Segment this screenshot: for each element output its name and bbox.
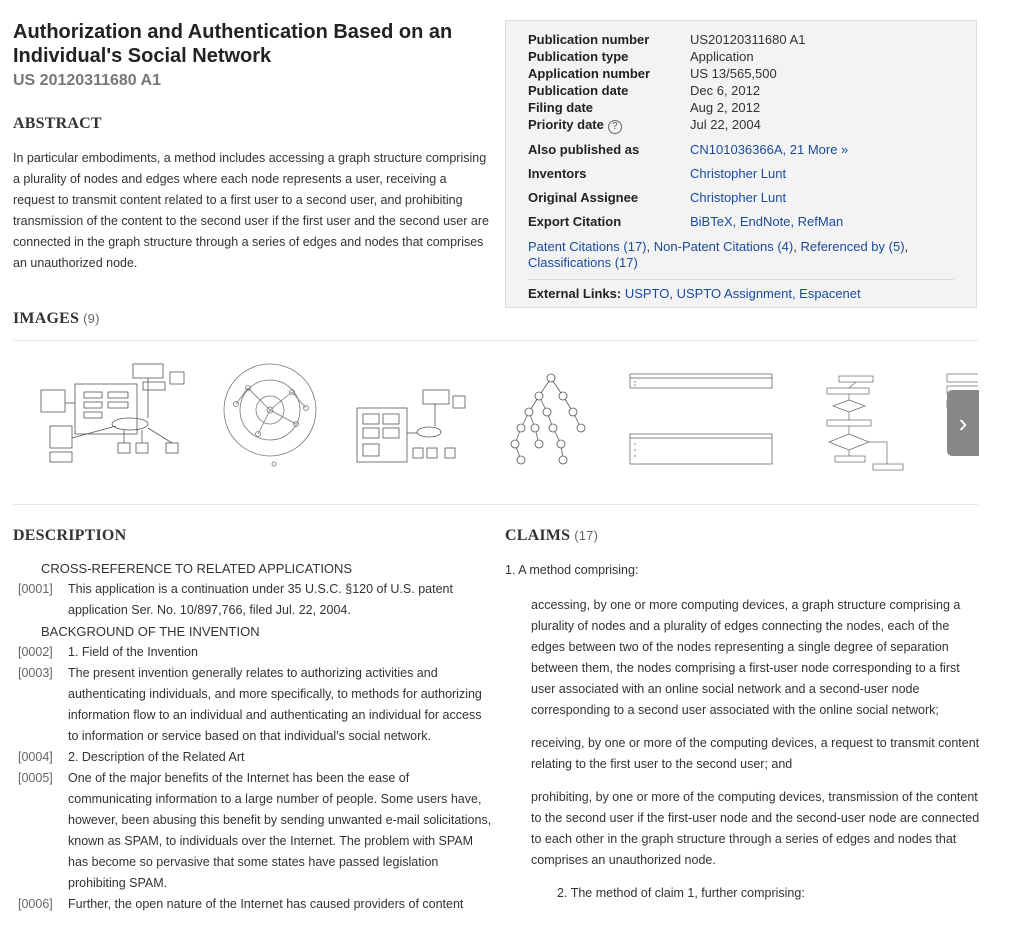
- meta-label: Inventors: [528, 166, 587, 181]
- patent-figure-thumbnail[interactable]: [218, 348, 328, 478]
- claim-text: The method of claim 1, further comprising:: [570, 886, 805, 900]
- meta-label-wrap: [528, 116, 690, 134]
- description-paragraph: [13, 579, 493, 621]
- claims-body: [505, 560, 985, 904]
- patent-figure-thumbnail[interactable]: [628, 348, 778, 478]
- images-heading: [13, 310, 100, 328]
- divider: [13, 504, 978, 505]
- patent-title: Authorization and Authentication Based on an Individual's Social Network: [13, 21, 453, 67]
- claim-number: 1.: [505, 563, 516, 577]
- paragraph-text: Further, the open nature of the Internet has caused providers of content: [68, 897, 464, 911]
- meta-label: Publication type: [528, 49, 629, 64]
- separator: ,: [646, 239, 651, 254]
- patent-figure-thumbnail[interactable]: [353, 348, 473, 478]
- description-body: [13, 558, 493, 915]
- abstract-text: In particular embodiments, a method includes accessing a graph structure comprising a plurality of nodes and edges where each node represents a user, receiving a request to transmit content related to a first user to a second user, and prohibiting transmission of the content to the second user if the first user and the second user are connected in the graph structure through a series of edges and nodes that comprises an unauthorized node.: [13, 151, 489, 270]
- meta-label: Publication date: [528, 83, 629, 98]
- claim-element: receiving, by one or more of the computing devices, a request to transmit content relating to the first user to the second user; and: [531, 736, 980, 771]
- assignee-link[interactable]: Christopher Lunt: [690, 190, 787, 205]
- meta-label: Original Assignee: [528, 190, 639, 205]
- paragraph-text: This application is a continuation under 35 U.S.C. §120 of U.S. patent application Ser. No. 10/897,766, filed Jul. 22, 2004.: [68, 582, 453, 617]
- meta-publication-date: [528, 82, 954, 99]
- meta-value: Aug 2, 2012: [690, 100, 761, 115]
- meta-priority-date: [528, 116, 954, 134]
- paragraph-number: [0005]: [18, 771, 53, 785]
- meta-label: Priority date: [528, 117, 604, 132]
- paragraph-text: The present invention generally relates to authorizing activities and authenticating individuals, and more specifically, to methods for authorizing information flow to an individual and authenticating an individual for access to information or service based on that individual's social network.: [68, 666, 482, 743]
- meta-value: Application: [690, 49, 754, 64]
- divider: [13, 340, 978, 341]
- classifications-link[interactable]: Classifications (17): [528, 255, 638, 270]
- description-heading: [13, 527, 126, 545]
- images-count: (9): [83, 311, 100, 326]
- patent-figure-thumbnail[interactable]: [501, 348, 601, 478]
- claim-element: accessing, by one or more computing devices, a graph structure comprising a plurality of nodes and a plurality of edges connecting the nodes, each of the edges between two of the nodes representing a single degree of separation between them, the nodes comprising a first-user node corresponding to a first user associated with an online social network and a second-user node corresponding to a second user associated with the online social network;: [531, 598, 961, 717]
- description-paragraph: [13, 747, 493, 768]
- separator: ,: [904, 239, 909, 254]
- meta-label: Export Citation: [528, 214, 622, 229]
- meta-value: US 13/565,500: [690, 66, 777, 81]
- external-links-list[interactable]: USPTO, USPTO Assignment, Espacenet: [624, 286, 861, 301]
- paragraph-number: [0001]: [18, 582, 53, 596]
- inventor-link[interactable]: Christopher Lunt: [690, 166, 787, 181]
- chevron-right-icon: ›: [958, 408, 968, 438]
- citation-links: [528, 239, 954, 271]
- meta-application-number: [528, 65, 954, 82]
- description-subheading: CROSS-REFERENCE TO RELATED APPLICATIONS: [41, 561, 353, 576]
- patent-number: US 20120311680 A1: [13, 72, 161, 89]
- metadata-panel: [505, 20, 977, 308]
- separator: ,: [793, 239, 797, 254]
- paragraph-number: [0006]: [18, 897, 53, 911]
- meta-value: Dec 6, 2012: [690, 83, 761, 98]
- help-icon[interactable]: ?: [608, 120, 622, 134]
- claims-count: (17): [574, 528, 599, 543]
- meta-assignee: [528, 189, 954, 206]
- referenced-by-link[interactable]: Referenced by (5): [800, 239, 905, 254]
- patent-figure-thumbnail[interactable]: [38, 348, 188, 478]
- meta-label: Publication number: [528, 32, 650, 47]
- claims-heading-label: CLAIMS: [505, 527, 571, 544]
- external-links-label: External Links:: [528, 286, 622, 301]
- claim-2: [505, 883, 985, 904]
- claims-heading: [505, 527, 598, 545]
- description-paragraph: [13, 642, 493, 663]
- paragraph-number: [0002]: [18, 645, 53, 659]
- description-paragraph: [13, 768, 493, 894]
- meta-label: Also published as: [528, 142, 640, 157]
- paragraph-text: 2. Description of the Related Art: [68, 750, 245, 764]
- next-image-button[interactable]: [947, 390, 979, 456]
- description-heading-label: DESCRIPTION: [13, 527, 127, 544]
- description-paragraph: [13, 894, 493, 915]
- patent-figure-thumbnail[interactable]: [813, 348, 923, 478]
- patent-citations-link[interactable]: Patent Citations (17): [528, 239, 647, 254]
- claim-text: A method comprising:: [518, 563, 639, 577]
- meta-inventors: [528, 165, 954, 182]
- paragraph-number: [0003]: [18, 666, 53, 680]
- images-heading-label: IMAGES: [13, 310, 80, 327]
- claim-element: prohibiting, by one or more of the computing devices, transmission of the content to the second user if the first-user node and the second-user node are connected to each other in the graph structure through a series of edges and nodes that comprises an unauthorized node.: [531, 790, 980, 867]
- meta-publication-number: [528, 31, 954, 48]
- meta-value: Jul 22, 2004: [690, 117, 761, 132]
- description-paragraph: [13, 663, 493, 747]
- also-published-link[interactable]: CN101036366A, 21 More »: [690, 142, 849, 157]
- paragraph-text: One of the major benefits of the Internet has been the ease of communicating information to a large number of people. Some users have, however, been abusing this benefit by sending unwanted e-mail solicitations, known as SPAM, to individuals over the Internet. The problem with SPAM has become so pervasive that some states have passed legislation prohibiting SPAM.: [68, 771, 492, 890]
- export-citation-links[interactable]: BiBTeX, EndNote, RefMan: [690, 214, 844, 229]
- meta-label: Filing date: [528, 100, 593, 115]
- paragraph-number: [0004]: [18, 750, 53, 764]
- meta-filing-date: [528, 99, 954, 116]
- image-thumbnail-strip: [13, 348, 978, 478]
- claim-number: 2.: [557, 886, 568, 900]
- meta-publication-type: [528, 48, 954, 65]
- abstract-heading-label: ABSTRACT: [13, 115, 102, 132]
- claim-1: [505, 560, 985, 581]
- paragraph-text: 1. Field of the Invention: [68, 645, 198, 659]
- non-patent-citations-link[interactable]: Non-Patent Citations (4): [653, 239, 794, 254]
- description-subheading: BACKGROUND OF THE INVENTION: [41, 624, 260, 639]
- meta-value: US20120311680 A1: [690, 32, 806, 47]
- meta-export: [528, 213, 954, 230]
- meta-also-published: [528, 141, 954, 158]
- external-links: [528, 286, 954, 301]
- meta-label: Application number: [528, 66, 651, 81]
- abstract-heading: [13, 115, 102, 133]
